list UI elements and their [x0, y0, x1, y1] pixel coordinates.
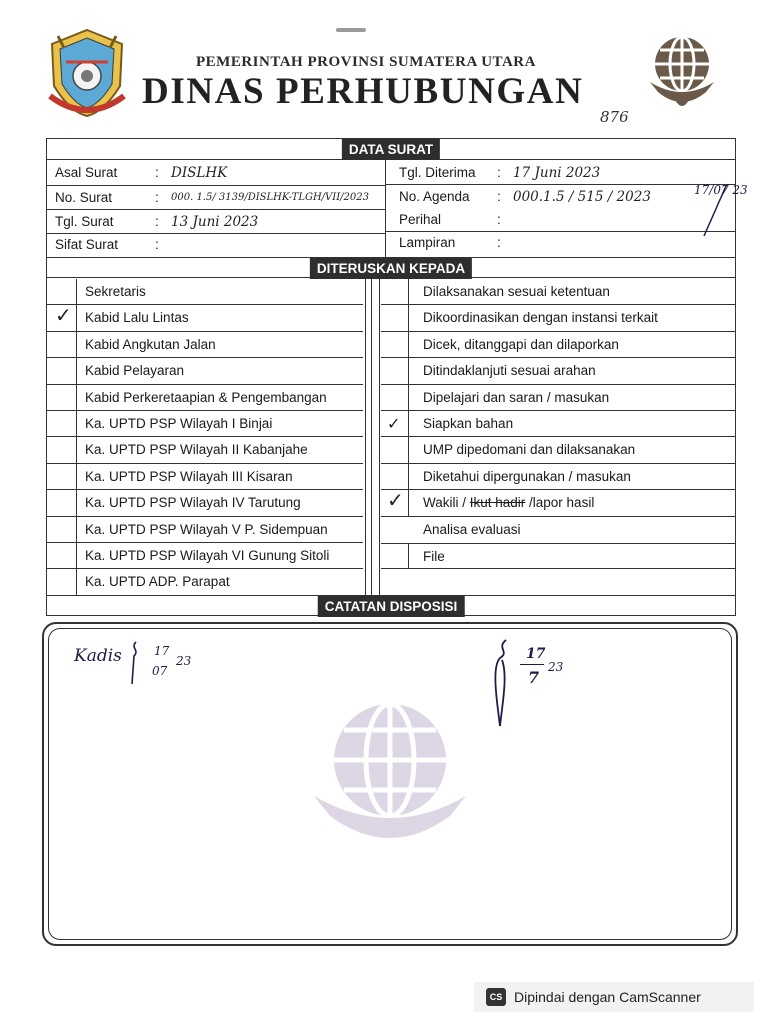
instruction-row[interactable]	[381, 385, 735, 411]
instruction-row[interactable]	[381, 517, 735, 543]
catatan-label: CATATAN DISPOSISI	[318, 596, 465, 617]
recipient-checkbox[interactable]	[47, 279, 77, 304]
ministry-transport-logo-icon	[644, 34, 720, 114]
divider	[379, 279, 380, 595]
recipient-checkbox[interactable]	[47, 464, 77, 489]
recipient-checkbox[interactable]	[47, 437, 77, 462]
meta-label: Lampiran	[399, 235, 456, 250]
divider	[371, 279, 372, 595]
instruction-label: UMP dipedomani dan dilaksanakan	[423, 442, 636, 458]
meta-no-surat	[47, 186, 385, 210]
meta-colon: :	[155, 237, 159, 252]
department-title: DINAS PERHUBUNGAN	[142, 71, 584, 112]
diteruskan-label: DITERUSKAN KEPADA	[310, 258, 472, 279]
divider	[385, 184, 735, 185]
instruction-checkbox[interactable]	[381, 437, 409, 462]
instruction-label: Analisa evaluasi	[423, 521, 521, 537]
instruction-label: Siapkan bahan	[423, 415, 514, 431]
recipient-row[interactable]	[47, 305, 363, 331]
meta-perihal	[391, 208, 731, 232]
recipient-checkbox[interactable]	[47, 490, 77, 515]
camscanner-text: Dipindai dengan CamScanner	[514, 989, 701, 1005]
checkmark-icon: ✓	[387, 488, 404, 513]
recipient-checkbox[interactable]	[47, 305, 77, 330]
meta-label: Sifat Surat	[55, 237, 119, 252]
instruction-row[interactable]	[381, 490, 735, 516]
instruction-checkbox[interactable]	[381, 385, 409, 410]
instruction-label: Diketahui dipergunakan / masukan	[423, 468, 631, 484]
wakili-text: /lapor hasil	[525, 495, 595, 511]
recipient-label: Ka. UPTD ADP. Parapat	[85, 574, 230, 590]
signature-stroke	[128, 638, 142, 688]
margin-slash-mark	[696, 182, 740, 240]
instruction-row[interactable]	[381, 411, 735, 437]
checkmark-icon: ✓	[387, 413, 401, 433]
recipient-label: Ka. UPTD PSP Wilayah VI Gunung Sitoli	[85, 547, 330, 563]
instruction-label: Dikoordinasikan dengan instansi terkait	[423, 310, 658, 326]
government-line: PEMERINTAH PROVINSI SUMATERA UTARA	[196, 54, 536, 70]
instruction-label: Dicek, ditanggapi dan dilaporkan	[423, 336, 619, 352]
note-right-date-bottom: 7	[528, 668, 540, 687]
camscanner-icon: CS	[486, 988, 506, 1006]
divider	[385, 160, 386, 258]
recipient-label: Ka. UPTD PSP Wilayah I Binjai	[85, 415, 273, 431]
meta-colon: :	[497, 189, 501, 204]
recipient-label: Ka. UPTD PSP Wilayah II Kabanjahe	[85, 442, 308, 458]
instruction-label: Dilaksanakan sesuai ketentuan	[423, 284, 610, 299]
recipient-checkbox[interactable]	[47, 332, 77, 357]
meta-value: 000.1.5 / 515 / 2023	[513, 189, 651, 205]
recipient-label: Ka. UPTD PSP Wilayah IV Tarutung	[85, 495, 301, 511]
note-left-year: 23	[176, 654, 192, 668]
instruction-row[interactable]	[381, 305, 735, 331]
recipient-list	[47, 279, 363, 596]
meta-tgl-diterima	[391, 161, 731, 185]
instruction-label: File	[423, 548, 445, 564]
wakili-text: Wakili /	[423, 495, 470, 511]
meta-label: Perihal	[399, 212, 442, 227]
ministry-watermark-icon	[300, 700, 480, 860]
instruction-checkbox[interactable]	[381, 332, 409, 357]
instruction-row[interactable]	[381, 279, 735, 305]
recipient-row[interactable]	[47, 332, 363, 358]
meta-label: Tgl. Surat	[55, 214, 114, 229]
divider	[365, 279, 366, 595]
recipient-checkbox[interactable]	[47, 569, 77, 594]
recipient-label: Ka. UPTD PSP Wilayah III Kisaran	[85, 468, 293, 484]
note-right-date-top: 17	[526, 646, 546, 662]
instruction-checkbox[interactable]	[381, 517, 409, 543]
data-surat-label: DATA SURAT	[342, 139, 440, 160]
instruction-list	[381, 279, 735, 569]
instruction-label	[423, 490, 594, 516]
meta-lampiran	[391, 231, 731, 255]
instruction-checkbox[interactable]	[381, 464, 409, 489]
meta-no-agenda	[391, 185, 731, 209]
recipient-label: Kabid Perkeretaapian & Pengembangan	[85, 389, 327, 405]
recipient-row[interactable]	[47, 517, 363, 543]
divider	[47, 185, 385, 186]
meta-asal-surat	[47, 161, 385, 185]
instruction-checkbox[interactable]	[381, 490, 409, 515]
meta-value: 000. 1.5/ 3139/DISLHK-TLGH/VII/2023	[171, 192, 369, 203]
recipient-label: Sekretaris	[85, 284, 146, 299]
meta-label: Asal Surat	[55, 165, 118, 180]
diteruskan-band	[47, 257, 735, 278]
camscanner-watermark	[474, 982, 754, 1012]
instruction-row[interactable]	[381, 543, 735, 569]
margin-note: 17/07 23	[694, 183, 748, 197]
meta-tgl-surat	[47, 210, 385, 234]
meta-colon: :	[497, 212, 501, 227]
meta-colon: :	[155, 214, 159, 229]
instruction-checkbox[interactable]	[381, 358, 409, 383]
divider	[385, 231, 735, 232]
catatan-band	[47, 595, 735, 616]
note-left-date-top: 17	[154, 644, 170, 658]
recipient-checkbox[interactable]	[47, 517, 77, 542]
note-right-year: 23	[548, 660, 564, 674]
divider	[47, 209, 385, 210]
meta-label: No. Agenda	[399, 189, 470, 204]
recipient-checkbox[interactable]	[47, 358, 77, 383]
meta-value: DISLHK	[171, 165, 228, 181]
checkmark-icon: ✓	[55, 303, 72, 328]
meta-colon: :	[155, 165, 159, 180]
recipient-row[interactable]	[47, 543, 363, 569]
recipient-row[interactable]	[47, 279, 363, 305]
data-surat-band	[47, 139, 735, 160]
instruction-checkbox[interactable]	[381, 279, 409, 304]
recipient-row[interactable]	[47, 437, 363, 463]
recipient-row[interactable]	[47, 490, 363, 516]
disposition-form	[46, 138, 736, 616]
recipient-checkbox[interactable]	[47, 385, 77, 410]
meta-value: 17 Juni 2023	[513, 165, 601, 181]
instruction-row[interactable]	[381, 358, 735, 384]
note-left-date-bottom: 07	[152, 664, 168, 678]
recipient-label: Kabid Lalu Lintas	[85, 310, 189, 326]
staple-mark	[336, 28, 366, 32]
recipient-checkbox[interactable]	[47, 543, 77, 568]
meta-label: Tgl. Diterima	[399, 165, 476, 180]
instruction-checkbox[interactable]	[381, 544, 409, 568]
meta-value: 13 Juni 2023	[171, 214, 259, 230]
recipient-row[interactable]	[47, 385, 363, 411]
recipient-row[interactable]	[47, 464, 363, 490]
head-signature	[488, 636, 516, 732]
recipient-label: Kabid Pelayaran	[85, 363, 185, 379]
recipient-row[interactable]	[47, 411, 363, 437]
meta-label: No. Surat	[55, 190, 113, 205]
recipient-row[interactable]	[47, 569, 363, 595]
instruction-row[interactable]	[381, 437, 735, 463]
recipient-checkbox[interactable]	[47, 411, 77, 436]
meta-colon: :	[497, 165, 501, 180]
handwritten-number: 876	[600, 108, 629, 126]
fraction-bar	[520, 664, 544, 665]
province-emblem-icon	[44, 26, 130, 120]
instruction-label: Ditindaklanjuti sesuai arahan	[423, 363, 596, 379]
recipient-label: Kabid Angkutan Jalan	[85, 336, 216, 352]
recipient-label: Ka. UPTD PSP Wilayah V P. Sidempuan	[85, 521, 328, 537]
instruction-checkbox[interactable]	[381, 305, 409, 330]
recipient-row[interactable]	[47, 358, 363, 384]
meta-sifat-surat	[47, 233, 385, 257]
note-kadis: Kadis	[74, 646, 122, 666]
instruction-row[interactable]	[381, 332, 735, 358]
divider	[47, 233, 385, 234]
instruction-row[interactable]	[381, 464, 735, 490]
meta-colon: :	[155, 190, 159, 205]
instruction-checkbox[interactable]	[381, 411, 409, 436]
struck-text: Ikut hadir	[469, 495, 526, 511]
meta-colon: :	[497, 235, 501, 250]
instruction-label: Dipelajari dan saran / masukan	[423, 389, 610, 405]
